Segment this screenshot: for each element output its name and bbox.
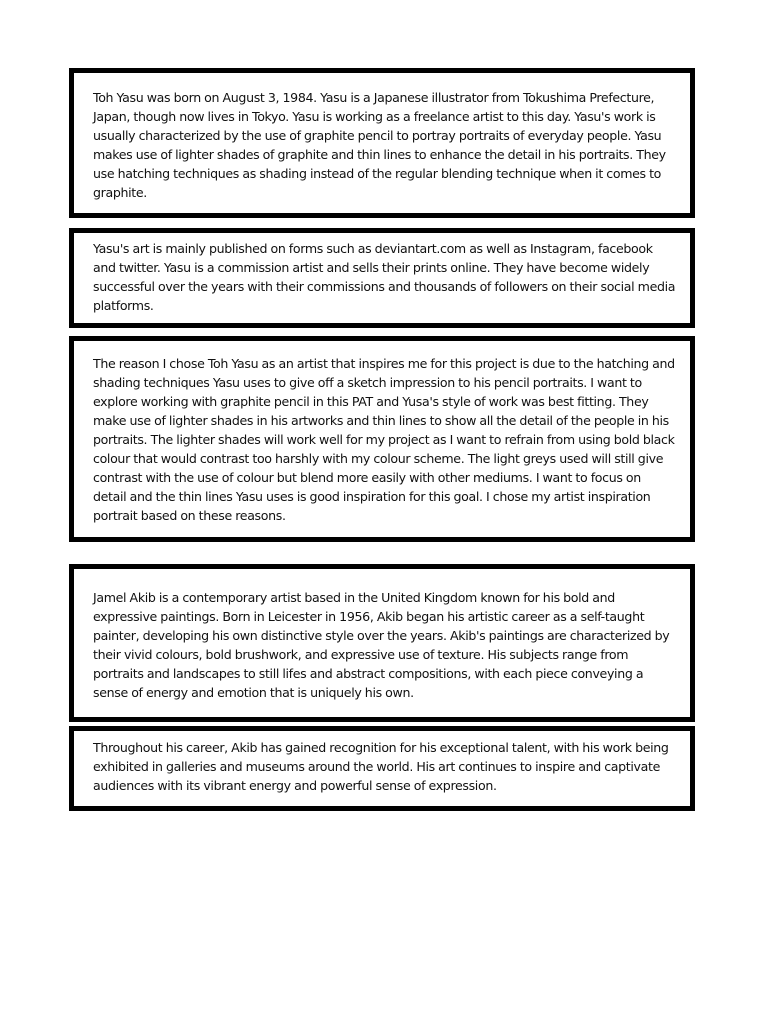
text-box-toh-yasu-bio [69,68,695,218]
text-box-jamel-akib-bio [69,564,695,722]
text-box-artist-choice-reason [69,336,695,542]
paragraph-jamel-akib-career: Throughout his career, Akib has gained recognition for his exceptional talent, with his work being exhibited in galleries and museums around the world. His art continues to inspire and captivate audiences with its vibrant energy and powerful sense of expression. [93,740,669,793]
text-box-jamel-akib-career [69,726,695,811]
paragraph-jamel-akib-bio: Jamel Akib is a contemporary artist based in the United Kingdom known for his bold and expressive paintings. Born in Leicester in 1956, Akib began his artistic career as a self-taught painter, developing his own distinctive style over the years. Akib's paintings are characterized by their vivid colours, bold brushwork, and expressive use of texture. His subjects range from portraits and landscapes to still lifes and abstract compositions, with each piece conveying a sense of energy and emotion that is uniquely his own. [93,590,670,700]
paragraph-toh-yasu-bio: Toh Yasu was born on August 3, 1984. Yasu is a Japanese illustrator from Tokushima Prefecture, Japan, though now lives in Tokyo. Yasu is working as a freelance artist to this day. Yasu's work is usually characterized by the use of graphite pencil to portray portraits of everyday people. Yasu makes use of lighter shades of graphite and thin lines to enhance the detail in his portraits. They use hatching techniques as shading instead of the regular blending technique when it comes to graphite. [93,90,666,200]
text-box-toh-yasu-publishing [69,228,695,328]
paragraph-artist-choice-reason: The reason I chose Toh Yasu as an artist that inspires me for this project is due to the hatching and shading techniques Yasu uses to give off a sketch impression to his pencil portraits. I want to explore working with graphite pencil in this PAT and Yusa's style of work was best fitting. They make use of lighter shades in his artworks and thin lines to show all the detail of the people in his portraits. The lighter shades will work well for my project as I want to refrain from using bold black colour that would contrast too harshly with my colour scheme. The light greys used will still give contrast with the use of colour but blend more easily with other mediums. I want to focus on detail and the thin lines Yasu uses is good inspiration for this goal. I chose my artist inspiration portrait based on these reasons. [93,356,675,523]
paragraph-toh-yasu-publishing: Yasu's art is mainly published on forms such as deviantart.com as well as Instagram, facebook and twitter. Yasu is a commission artist and sells their prints online. They have become widely successful over the years with their commissions and thousands of followers on their social media platforms. [93,241,676,313]
